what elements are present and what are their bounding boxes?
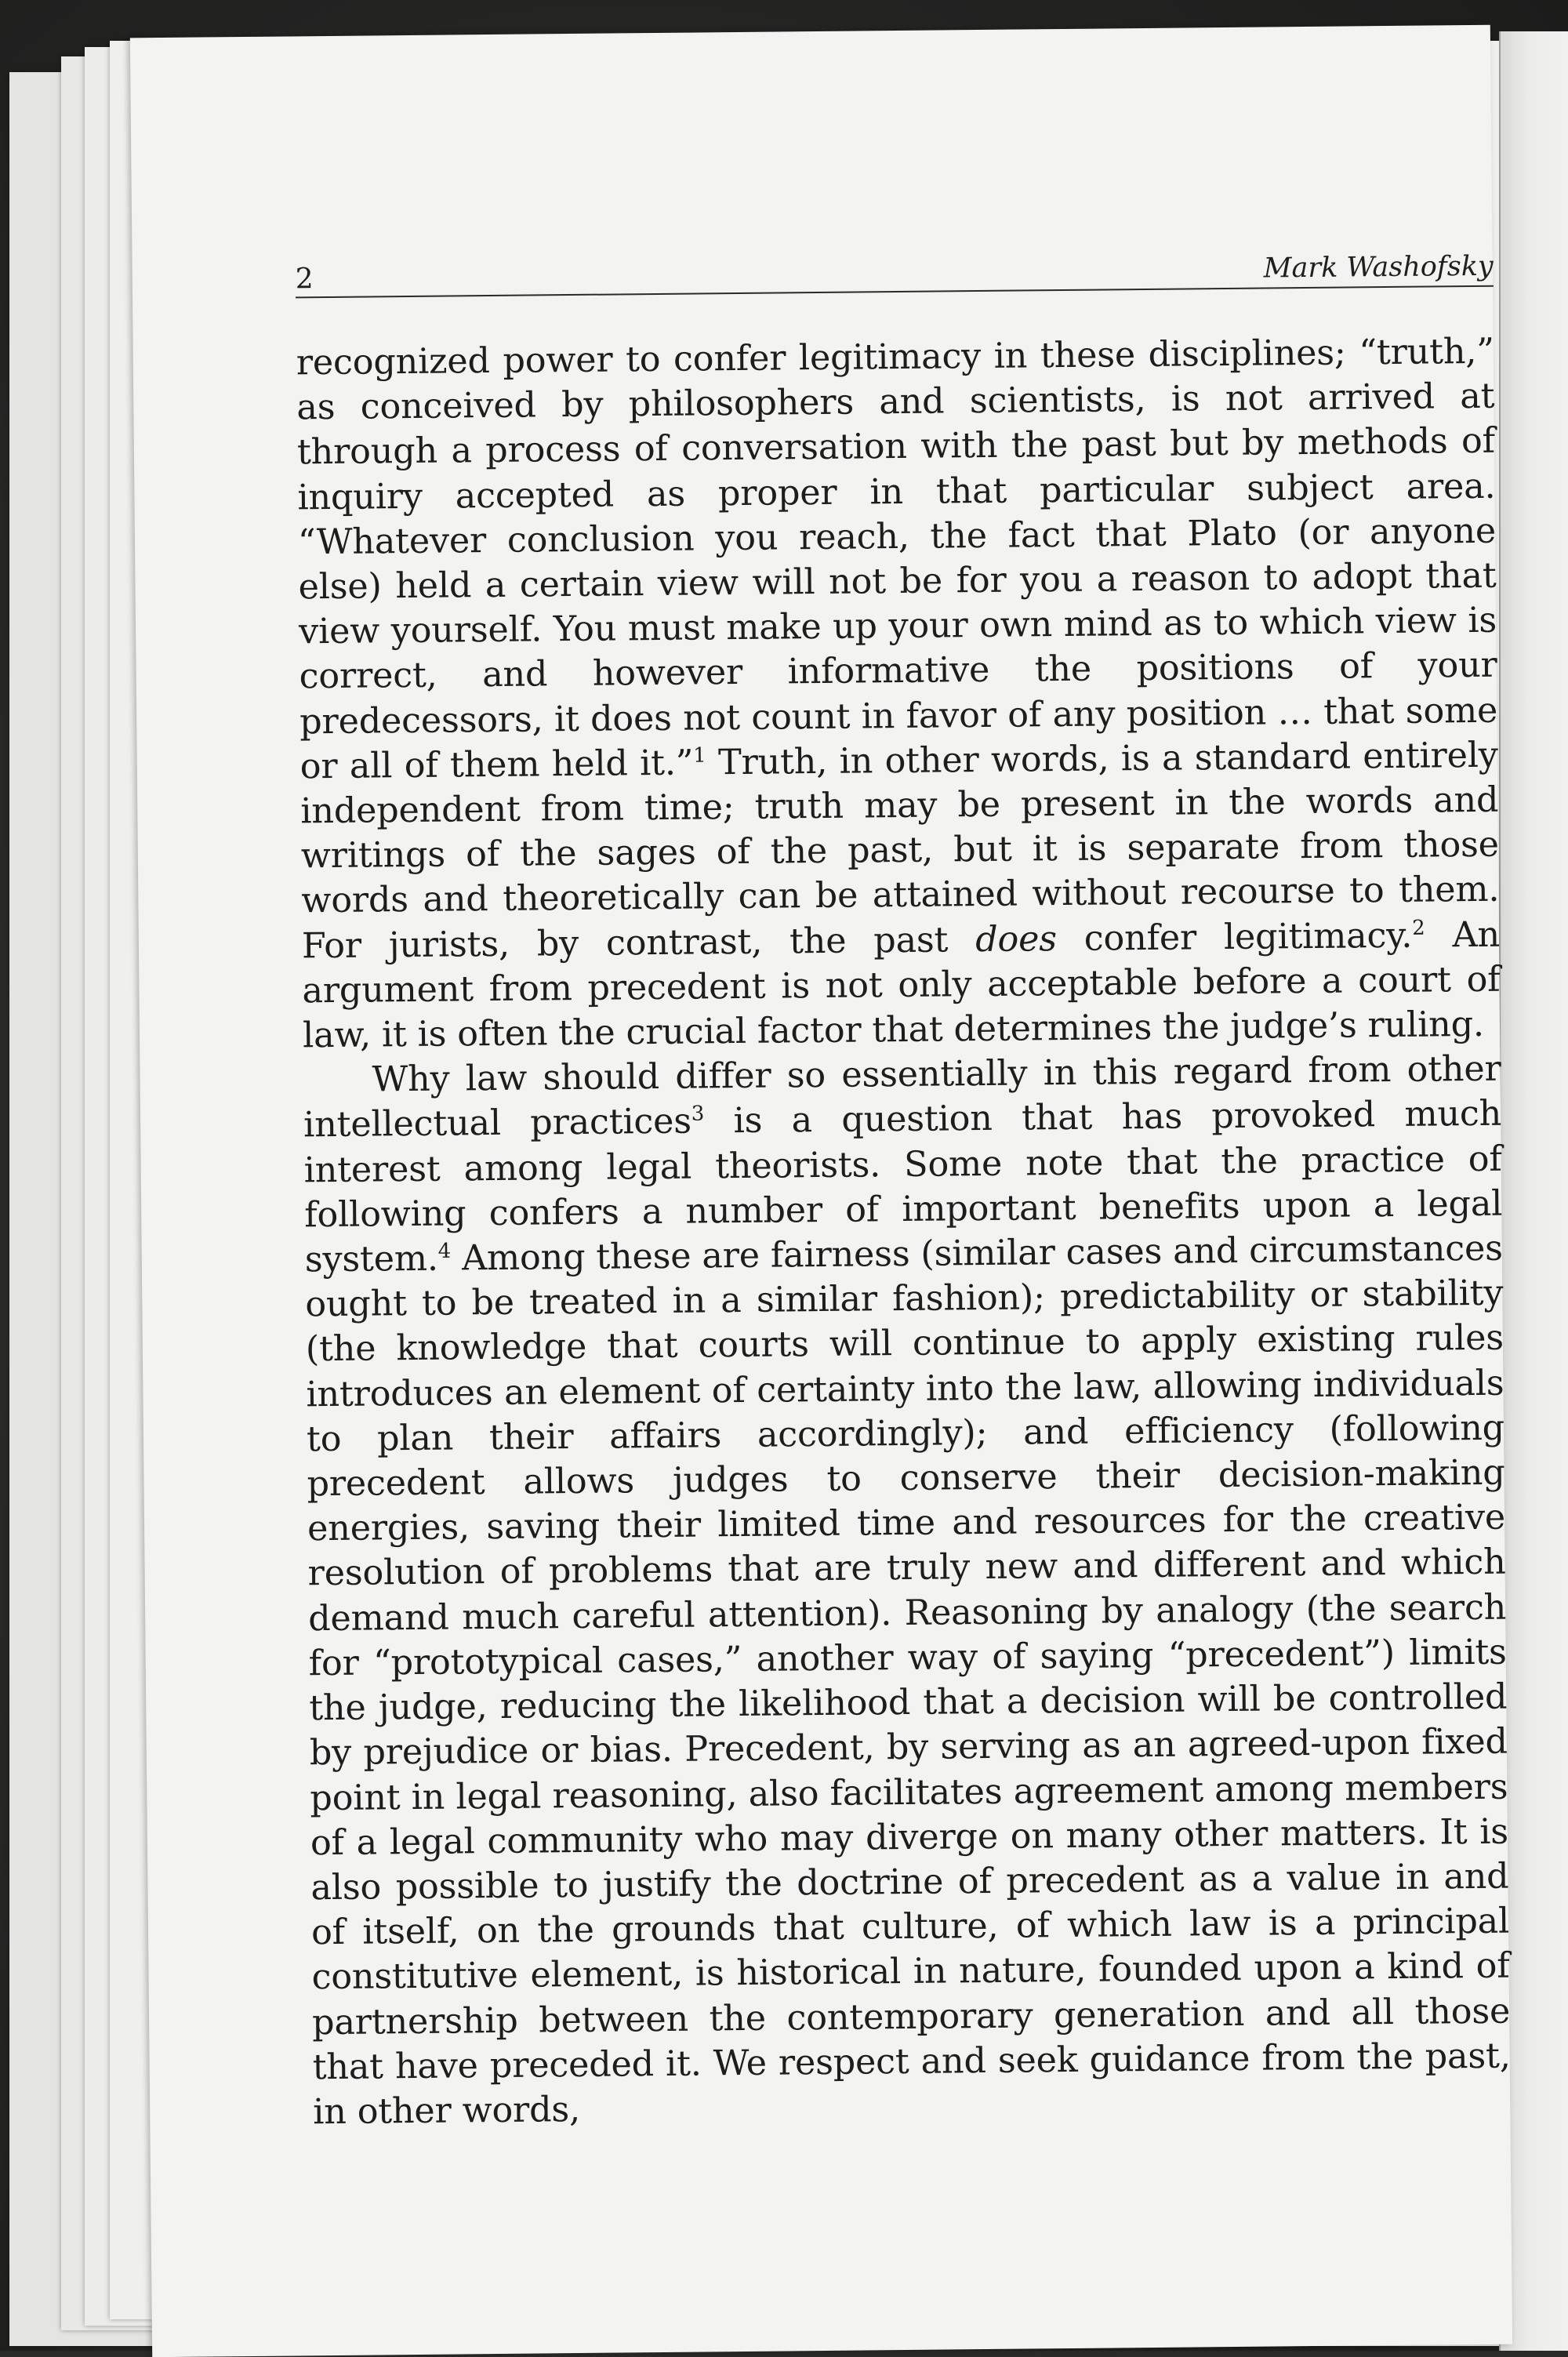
paragraph <box>296 329 1501 1059</box>
paragraph <box>303 1047 1511 2134</box>
text-run: Among these are fairness (similar cases and circumstances ought to be treated in a similar fashion); predictability or stability (the knowledge that courts will continue to apply existing rules introduces an element of certainty into the law, allowing individuals to plan their affairs accordingly); and efficiency (following precedent allows judges to conserve their decision-making energies, saving their limited time and resources for the creative resolution of problems that are truly new and different and which demand much careful attention). Reasoning by analogy (the search for “prototypical cases,” another way of saying “precedent”) limits the judge, reducing the likelihood that a decision will be controlled by prejudice or bias. Precedent, by serving as an agreed-upon fixed point in legal reasoning, also facilitates agreement among members of a legal community who may diverge on many other matters. It is also possible to justify the doctrine of precedent as a value in and of itself, on the grounds that culture, of which law is a principal constitutive element, is historical in nature, founded upon a kind of partnership between the contemporary generation and all those that have preceded it. We respect and seek guidance from the past, in other words, <box>305 1228 1511 2133</box>
text-run: Truth, in other words, is a standard entirely independent from time; truth may be present in the words and writings of the sages of the past, but it is separate from those words and theoretically can be attained without recourse to them. For jurists, by contrast, the past <box>300 735 1500 966</box>
book-page <box>130 25 1512 2357</box>
text-run: An argument from precedent is not only acceptable before a court of law, it is often the crucial factor that determines the judge’s ruling. <box>302 914 1501 1056</box>
page-number: 2 <box>295 263 314 296</box>
footnote-marker: 4 <box>437 1239 452 1263</box>
footnote-marker: 1 <box>693 743 706 768</box>
running-header <box>295 238 1494 299</box>
text-run: is a question that has provoked much interest among legal theorists. Some note that the practice of following confers a number of important benefits upon a legal system. <box>303 1094 1503 1280</box>
footnote-marker: 3 <box>691 1102 705 1127</box>
footnote-marker: 2 <box>1411 916 1425 940</box>
text-run: Why law should differ so essentially in this regard from other intellectual practices <box>303 1048 1501 1146</box>
emphasis: does <box>975 918 1058 960</box>
body-text <box>296 329 1512 2135</box>
text-run: recognized power to confer legitimacy in these disciplines; “truth,” as conceived by philosophers and scientists, is not arrived at through a process of conversation with the past but by methods of inquiry accepted as proper in that particular subject area. “Whatever conclusion you reach, the fact that Plato (or anyone else) held a certain view will not be for you a reason to adopt that view yourself. You must make up your own mind as to which view is correct, and however informative the positions of your predecessors, it does not count in favor of any position … that some or all of them held it.” <box>296 331 1498 787</box>
text-run: confer legitimacy. <box>1056 915 1413 959</box>
running-head-author: Mark Washofsky <box>1263 250 1494 285</box>
